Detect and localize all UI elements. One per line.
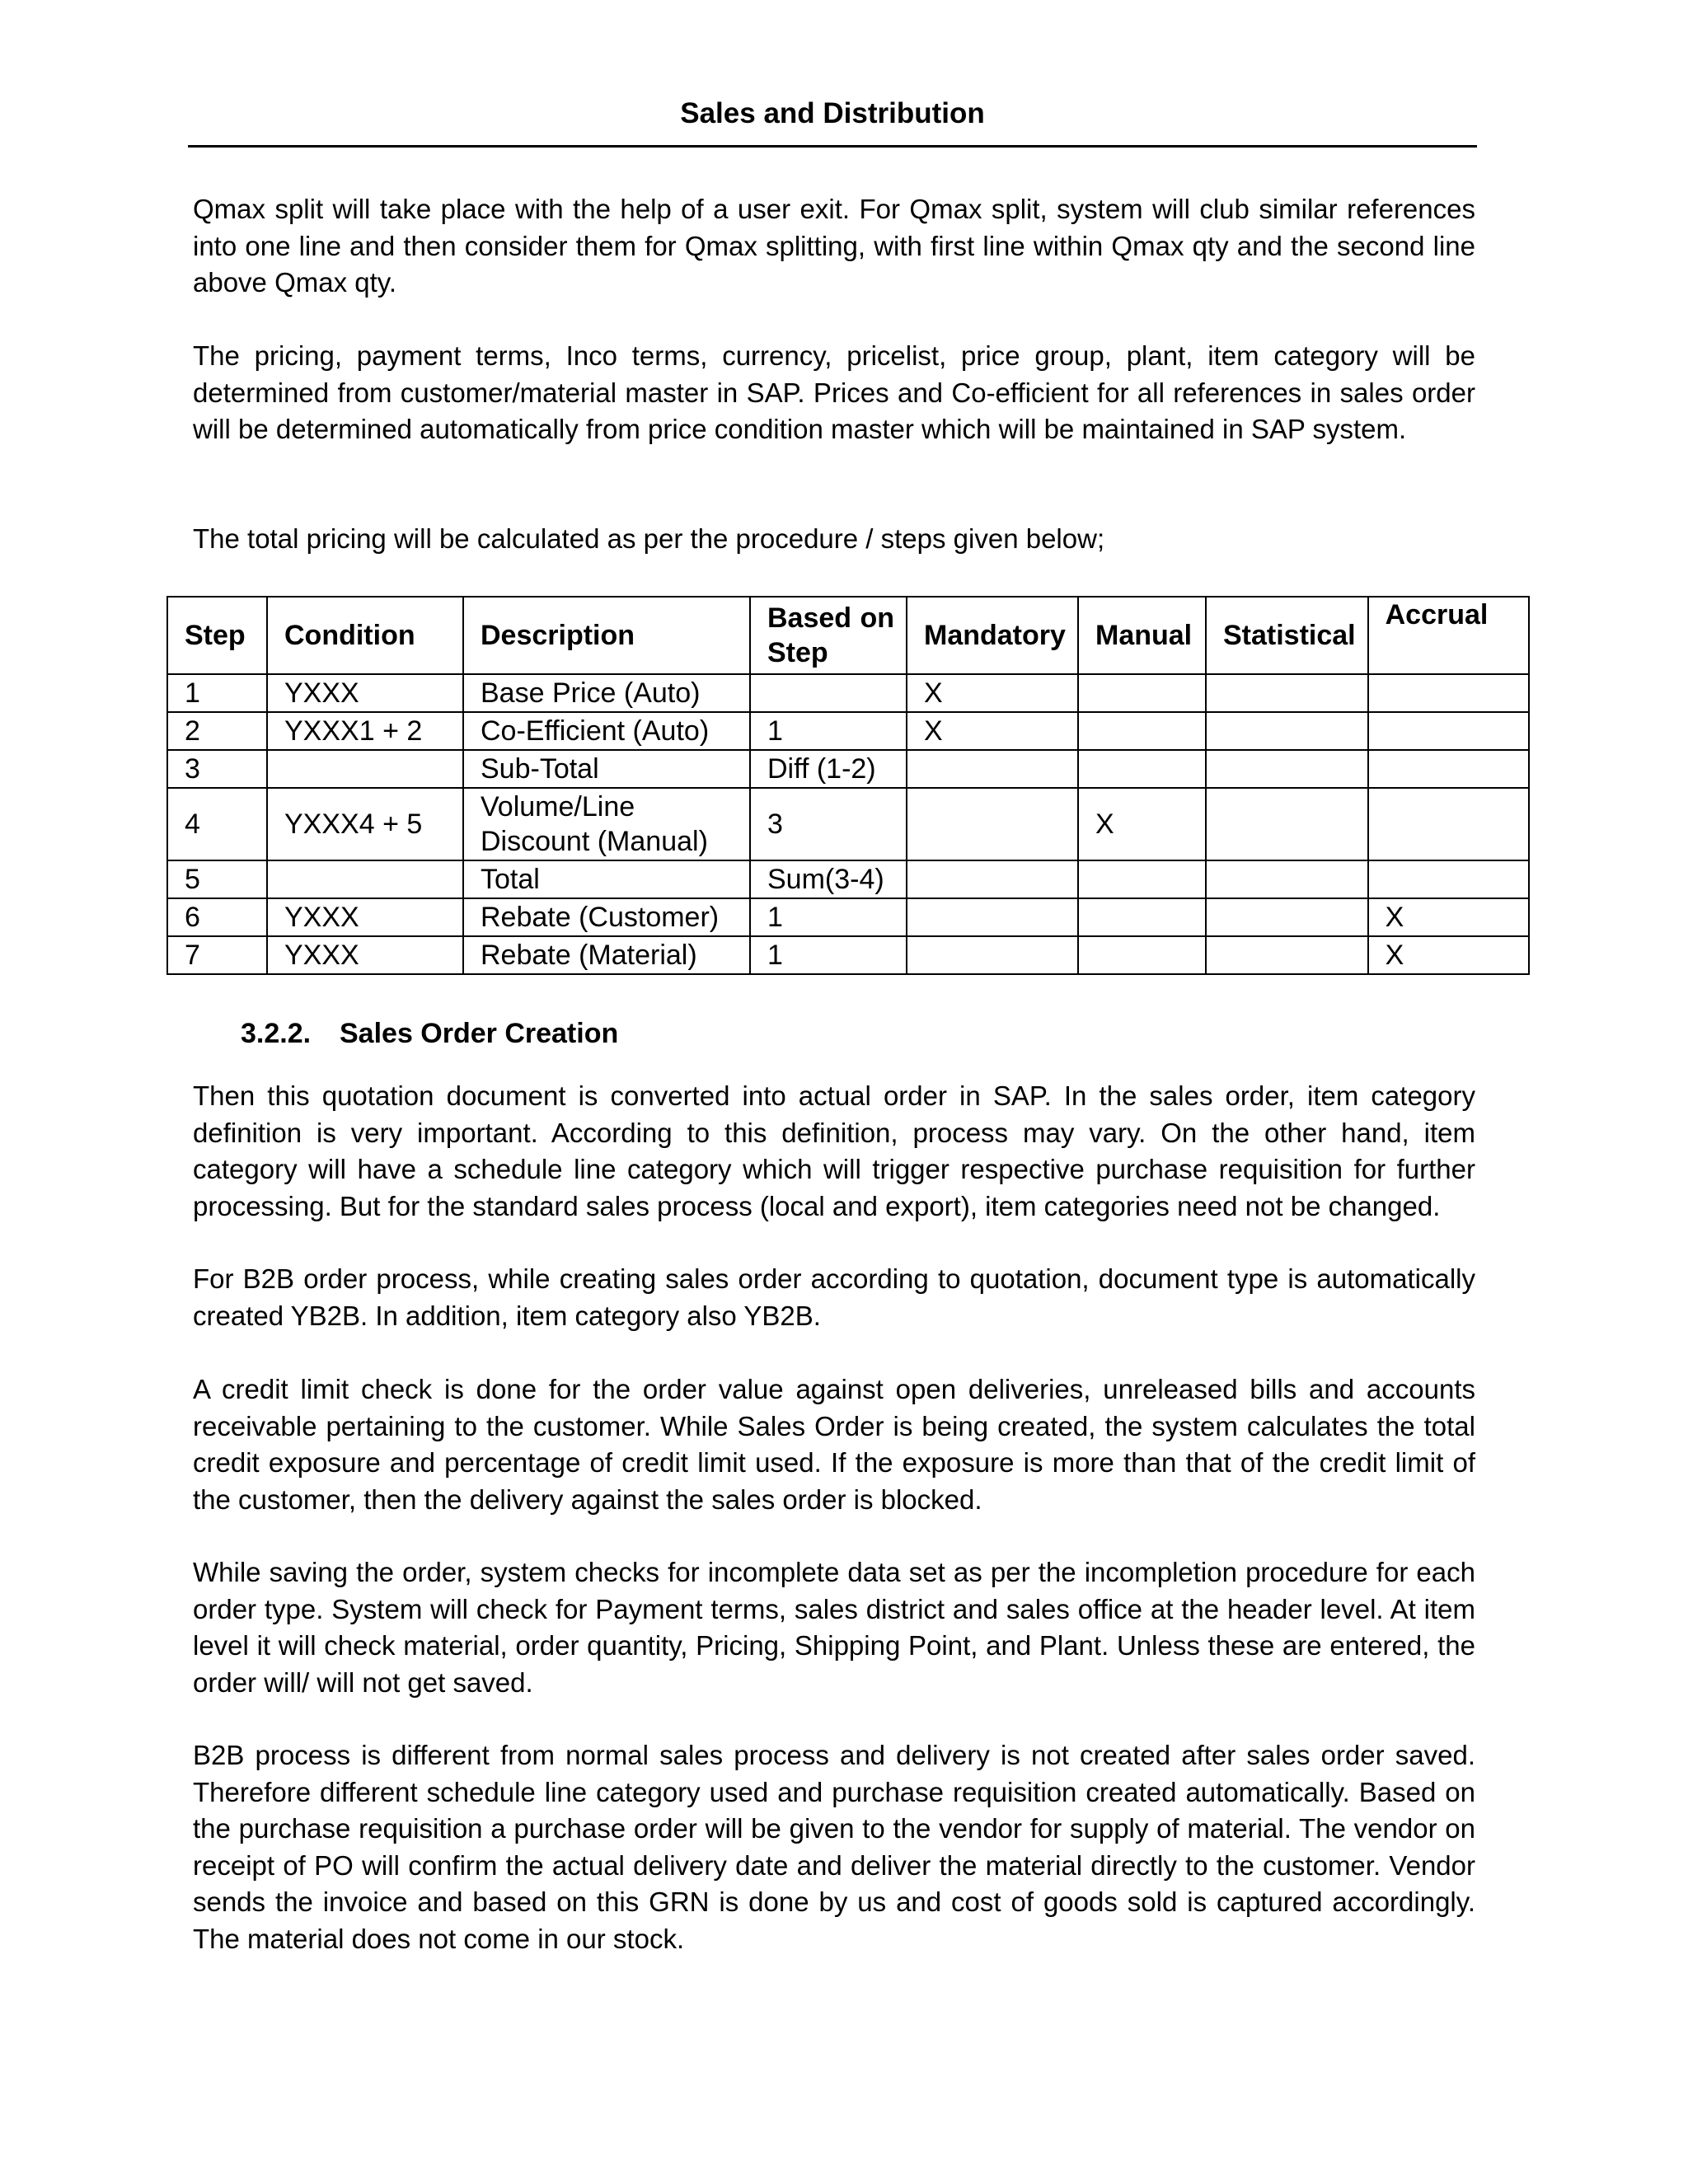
- section-title: Sales Order Creation: [340, 1018, 619, 1049]
- cell-mandatory: [907, 788, 1078, 860]
- table-row: [167, 936, 1529, 974]
- cell-condition: YXXX: [267, 674, 463, 712]
- cell-based-on: Sum(3-4): [750, 860, 907, 898]
- cell-condition: [267, 860, 463, 898]
- cell-accrual: [1368, 750, 1529, 788]
- cell-accrual: [1368, 712, 1529, 750]
- cell-condition: YXXX: [267, 898, 463, 936]
- cell-statistical: [1206, 898, 1368, 936]
- paragraph-quotation-conversion: Then this quotation document is converted into actual order in SAP. In the sales order, item category definition is very important. According to this definition, process may vary. On the other hand, item category will have a schedule line category which will trigger respective purchase requisition for further processing. But for the standard sales process (local and export), item categories need not be changed.: [193, 1080, 1475, 1221]
- cell-accrual: [1368, 788, 1529, 860]
- cell-mandatory: [907, 936, 1078, 974]
- table-row: [167, 788, 1529, 860]
- column-header-manual: Manual: [1078, 597, 1206, 674]
- cell-step: 4: [167, 788, 267, 860]
- cell-based-on: 3: [750, 788, 907, 860]
- cell-step: 2: [167, 712, 267, 750]
- cell-statistical: [1206, 860, 1368, 898]
- pricing-procedure-table: [166, 596, 1530, 975]
- cell-statistical: [1206, 750, 1368, 788]
- cell-manual: [1078, 936, 1206, 974]
- section-heading: [241, 1018, 618, 1050]
- paragraph-incompletion-check: While saving the order, system checks for incomplete data set as per the incompletion procedure for each order type. System will check for Payment terms, sales district and sales office at the header level. At item level it will check material, order quantity, Pricing, Shipping Point, and Plant. Unless these are entered, the order will/ will not get saved.: [193, 1557, 1475, 1698]
- paragraph-credit-limit-check: A credit limit check is done for the order value against open deliveries, unreleased bills and accounts receivable pertaining to the customer. While Sales Order is being created, the system calculates the total credit exposure and percentage of credit limit used. If the exposure is more than that of the credit limit of the customer, then the delivery against the sales order is blocked.: [193, 1374, 1475, 1515]
- cell-mandatory: [907, 898, 1078, 936]
- cell-step: 3: [167, 750, 267, 788]
- table-row: [167, 898, 1529, 936]
- table-row: [167, 860, 1529, 898]
- page-header-title: Sales and Distribution: [680, 97, 985, 129]
- column-header-description: Description: [463, 597, 750, 674]
- cell-statistical: [1206, 936, 1368, 974]
- table-row: [167, 750, 1529, 788]
- cell-manual: [1078, 860, 1206, 898]
- cell-accrual: X: [1368, 936, 1529, 974]
- paragraph-procedure-intro: The total pricing will be calculated as per the procedure / steps given below;: [193, 523, 1105, 554]
- cell-mandatory: [907, 750, 1078, 788]
- column-header-condition: Condition: [267, 597, 463, 674]
- paragraph-b2b-process: B2B process is different from normal sales process and delivery is not created after sales order saved. Therefore different schedule line category used and purchase requisition created automatically. Based on the purchase requisition a purchase order will be given to the vendor for supply of material. The vendor on receipt of PO will confirm the actual delivery date and deliver the material directly to the customer. Vendor sends the invoice and based on this GRN is done by us and cost of goods sold is captured accordingly. The material does not come in our stock.: [193, 1740, 1475, 1954]
- cell-accrual: X: [1368, 898, 1529, 936]
- cell-based-on: 1: [750, 936, 907, 974]
- cell-based-on: [750, 674, 907, 712]
- column-header-mandatory: Mandatory: [907, 597, 1078, 674]
- table-row: [167, 674, 1529, 712]
- paragraph-pricing-determination: The pricing, payment terms, Inco terms, currency, pricelist, price group, plant, item category will be determined from customer/material master in SAP. Prices and Co-efficient for all references in sales order will be determined automatically from price condition master which will be maintained in SAP system.: [193, 340, 1475, 444]
- cell-step: 5: [167, 860, 267, 898]
- table-header-row: [167, 597, 1529, 674]
- cell-condition: [267, 750, 463, 788]
- paragraph-b2b-document-type: For B2B order process, while creating sales order according to quotation, document type is automatically created YB2B. In addition, item category also YB2B.: [193, 1263, 1475, 1331]
- cell-manual: [1078, 750, 1206, 788]
- column-header-step: Step: [167, 597, 267, 674]
- cell-accrual: [1368, 860, 1529, 898]
- cell-description: Volume/Line Discount (Manual): [463, 788, 750, 860]
- column-header-based-on-step: Based on Step: [750, 597, 907, 674]
- cell-manual: [1078, 712, 1206, 750]
- cell-step: 6: [167, 898, 267, 936]
- section-number: 3.2.2.: [241, 1018, 312, 1049]
- cell-based-on: 1: [750, 898, 907, 936]
- cell-condition: YXXX: [267, 936, 463, 974]
- cell-step: 7: [167, 936, 267, 974]
- cell-mandatory: X: [907, 674, 1078, 712]
- cell-condition: YXXX4 + 5: [267, 788, 463, 860]
- cell-condition: YXXX1 + 2: [267, 712, 463, 750]
- cell-statistical: [1206, 788, 1368, 860]
- cell-description: Total: [463, 860, 750, 898]
- cell-based-on: 1: [750, 712, 907, 750]
- header-divider: [188, 145, 1477, 148]
- cell-manual: [1078, 674, 1206, 712]
- cell-step: 1: [167, 674, 267, 712]
- cell-manual: [1078, 898, 1206, 936]
- paragraph-qmax-split: Qmax split will take place with the help of a user exit. For Qmax split, system will club similar references into one line and then consider them for Qmax splitting, with first line within Qmax qty and the second line above Qmax qty.: [193, 194, 1475, 298]
- table-row: [167, 712, 1529, 750]
- cell-description: Rebate (Material): [463, 936, 750, 974]
- cell-statistical: [1206, 712, 1368, 750]
- column-header-statistical: Statistical: [1206, 597, 1368, 674]
- cell-statistical: [1206, 674, 1368, 712]
- cell-accrual: [1368, 674, 1529, 712]
- cell-mandatory: [907, 860, 1078, 898]
- cell-manual: X: [1078, 788, 1206, 860]
- cell-description: Co-Efficient (Auto): [463, 712, 750, 750]
- cell-description: Rebate (Customer): [463, 898, 750, 936]
- cell-mandatory: X: [907, 712, 1078, 750]
- cell-description: Base Price (Auto): [463, 674, 750, 712]
- cell-description: Sub-Total: [463, 750, 750, 788]
- cell-based-on: Diff (1-2): [750, 750, 907, 788]
- column-header-accrual: Accrual: [1368, 597, 1529, 674]
